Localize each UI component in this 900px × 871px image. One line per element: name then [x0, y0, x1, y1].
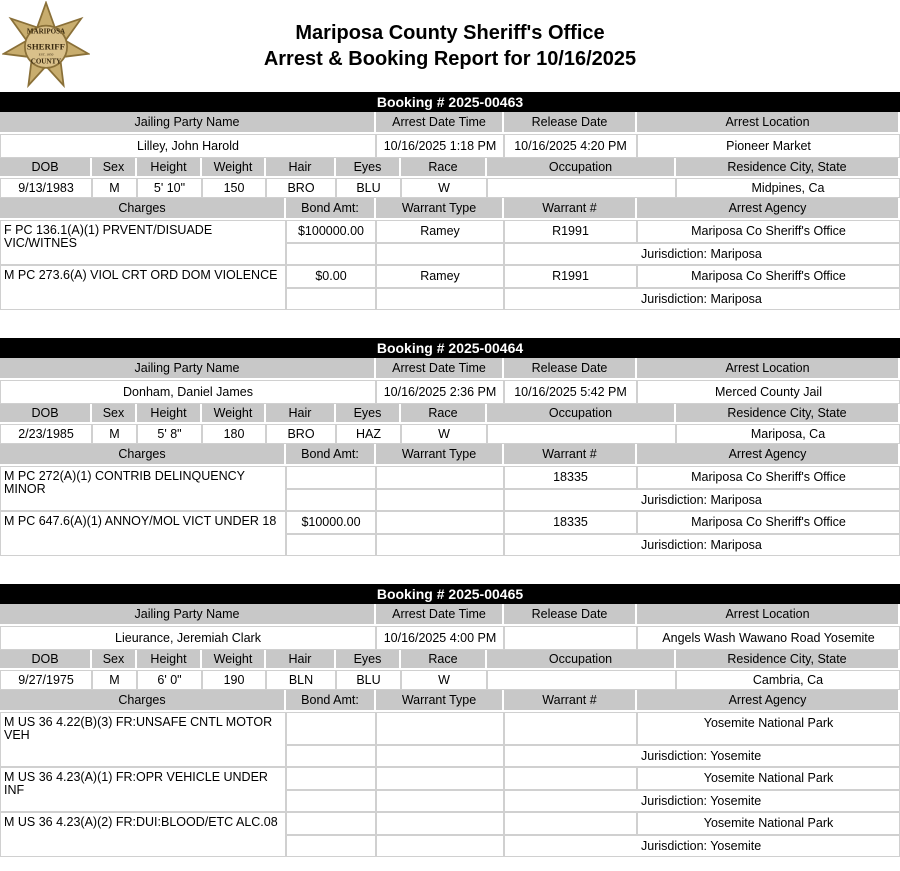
release-date: 10/16/2025 5:42 PM: [504, 380, 637, 404]
height-value: 6' 0": [137, 670, 202, 690]
height-label: Height: [137, 650, 202, 670]
warrant-number: R1991: [504, 220, 637, 243]
warrant-number: [504, 812, 637, 835]
warrant-type-blank: [376, 745, 504, 767]
arrest-agency-label: Arrest Agency: [637, 198, 900, 220]
charge-description: M US 36 4.22(B)(3) FR:UNSAFE CNTL MOTOR VEH: [0, 712, 286, 767]
race-value: W: [401, 424, 487, 444]
jailing-party-name: Donham, Daniel James: [0, 380, 376, 404]
arrest-datetime-label: Arrest Date Time: [376, 358, 504, 380]
bond-amount: [286, 812, 376, 835]
charge-description: M PC 647.6(A)(1) ANNOY/MOL VICT UNDER 18: [0, 511, 286, 556]
sex-value: M: [92, 424, 137, 444]
jurisdiction: Jurisdiction: Mariposa: [504, 534, 900, 556]
weight-label: Weight: [202, 650, 266, 670]
release-date: [504, 626, 637, 650]
warrant-number-label: Warrant #: [504, 690, 637, 712]
warrant-type: Ramey: [376, 265, 504, 288]
charge-row: [0, 265, 900, 310]
release-date-label: Release Date: [504, 358, 637, 380]
bond-amount: [286, 712, 376, 745]
hair-label: Hair: [266, 158, 336, 178]
booking-heading: Booking # 2025-00463: [0, 92, 900, 112]
arrest-agency: Mariposa Co Sheriff's Office: [637, 466, 900, 489]
jailing-party-label: Jailing Party Name: [0, 604, 376, 626]
warrant-type: Ramey: [376, 220, 504, 243]
arrest-agency: Yosemite National Park: [637, 712, 900, 745]
charges-label: Charges: [0, 444, 286, 466]
arrest-agency: Mariposa Co Sheriff's Office: [637, 220, 900, 243]
warrant-number-label: Warrant #: [504, 198, 637, 220]
arrest-datetime: 10/16/2025 4:00 PM: [376, 626, 504, 650]
svg-text:SHERIFF: SHERIFF: [26, 41, 66, 52]
charges-label-row: [0, 690, 900, 712]
booking-heading: Booking # 2025-00464: [0, 338, 900, 358]
charge-row: [0, 466, 900, 511]
sex-value: M: [92, 178, 137, 198]
warrant-type: [376, 812, 504, 835]
arrest-datetime-label: Arrest Date Time: [376, 112, 504, 134]
warrant-type: [376, 466, 504, 489]
jailing-party-name: Lilley, John Harold: [0, 134, 376, 158]
bond-blank: [286, 745, 376, 767]
warrant-type-blank: [376, 243, 504, 265]
occupation-value: [487, 424, 676, 444]
arrest-location: Merced County Jail: [637, 380, 900, 404]
person-label-row: [0, 112, 900, 134]
report-header: [0, 0, 900, 92]
height-value: 5' 10": [137, 178, 202, 198]
jurisdiction: Jurisdiction: Mariposa: [504, 288, 900, 310]
warrant-type-label: Warrant Type: [376, 690, 504, 712]
sex-value: M: [92, 670, 137, 690]
charge-row: [0, 812, 900, 857]
bond-blank: [286, 288, 376, 310]
report-subtitle: Arrest & Booking Report for 10/16/2025: [263, 48, 637, 70]
bond-blank: [286, 534, 376, 556]
sex-label: Sex: [92, 404, 137, 424]
arrest-agency: Yosemite National Park: [637, 767, 900, 790]
bond-label: Bond Amt:: [286, 690, 376, 712]
weight-label: Weight: [202, 158, 266, 178]
weight-value: 180: [202, 424, 266, 444]
arrest-agency: Mariposa Co Sheriff's Office: [637, 511, 900, 534]
eyes-value: BLU: [336, 178, 401, 198]
arrest-location: Pioneer Market: [637, 134, 900, 158]
bond-amount: $10000.00: [286, 511, 376, 534]
hair-label: Hair: [266, 404, 336, 424]
svg-text:MARIPOSA: MARIPOSA: [26, 27, 66, 36]
charge-row: [0, 767, 900, 812]
charges-label-row: [0, 444, 900, 466]
occupation-label: Occupation: [487, 404, 676, 424]
jailing-party-name: Lieurance, Jeremiah Clark: [0, 626, 376, 650]
warrant-type-label: Warrant Type: [376, 198, 504, 220]
warrant-type: [376, 767, 504, 790]
release-date: 10/16/2025 4:20 PM: [504, 134, 637, 158]
svg-text:EST. 1850: EST. 1850: [38, 52, 54, 57]
warrant-number: [504, 767, 637, 790]
weight-value: 190: [202, 670, 266, 690]
description-label-row: [0, 404, 900, 424]
arrest-agency: Yosemite National Park: [637, 812, 900, 835]
warrant-type: [376, 712, 504, 745]
residence-value: Mariposa, Ca: [676, 424, 900, 444]
dob-value: 9/13/1983: [0, 178, 92, 198]
jurisdiction: Jurisdiction: Yosemite: [504, 835, 900, 857]
hair-value: BLN: [266, 670, 336, 690]
arrest-agency-label: Arrest Agency: [637, 444, 900, 466]
jailing-party-label: Jailing Party Name: [0, 358, 376, 380]
dob-value: 2/23/1985: [0, 424, 92, 444]
residence-label: Residence City, State: [676, 650, 900, 670]
person-value-row: [0, 380, 900, 404]
warrant-type: [376, 511, 504, 534]
jurisdiction: Jurisdiction: Yosemite: [504, 790, 900, 812]
height-value: 5' 8": [137, 424, 202, 444]
warrant-type-blank: [376, 534, 504, 556]
warrant-type-label: Warrant Type: [376, 444, 504, 466]
occupation-value: [487, 670, 676, 690]
dob-label: DOB: [0, 650, 92, 670]
warrant-type-blank: [376, 288, 504, 310]
charges-label-row: [0, 198, 900, 220]
arrest-datetime: 10/16/2025 2:36 PM: [376, 380, 504, 404]
eyes-label: Eyes: [336, 650, 401, 670]
sex-label: Sex: [92, 158, 137, 178]
jurisdiction: Jurisdiction: Mariposa: [504, 243, 900, 265]
bond-amount: [286, 767, 376, 790]
warrant-type-blank: [376, 790, 504, 812]
height-label: Height: [137, 404, 202, 424]
charges-label: Charges: [0, 690, 286, 712]
warrant-number-label: Warrant #: [504, 444, 637, 466]
description-value-row: [0, 670, 900, 690]
bond-label: Bond Amt:: [286, 444, 376, 466]
arrest-agency: Mariposa Co Sheriff's Office: [637, 265, 900, 288]
eyes-value: BLU: [336, 670, 401, 690]
warrant-number: 18335: [504, 466, 637, 489]
person-value-row: [0, 134, 900, 158]
arrest-location: Angels Wash Wawano Road Yosemite: [637, 626, 900, 650]
warrant-number: [504, 712, 637, 745]
bond-amount: [286, 466, 376, 489]
warrant-type-blank: [376, 835, 504, 857]
warrant-number: 18335: [504, 511, 637, 534]
booking-heading: Booking # 2025-00465: [0, 584, 900, 604]
bond-amount: $100000.00: [286, 220, 376, 243]
release-date-label: Release Date: [504, 112, 637, 134]
booking-block: [0, 92, 900, 310]
residence-label: Residence City, State: [676, 158, 900, 178]
hair-value: BRO: [266, 424, 336, 444]
arrest-location-label: Arrest Location: [637, 358, 900, 380]
description-value-row: [0, 424, 900, 444]
report-title: Mariposa County Sheriff's Office: [295, 22, 605, 44]
description-label-row: [0, 158, 900, 178]
booking-block: [0, 338, 900, 556]
warrant-type-blank: [376, 489, 504, 511]
charge-description: M PC 273.6(A) VIOL CRT ORD DOM VIOLENCE: [0, 265, 286, 310]
arrest-datetime: 10/16/2025 1:18 PM: [376, 134, 504, 158]
charge-row: [0, 712, 900, 767]
height-label: Height: [137, 158, 202, 178]
weight-label: Weight: [202, 404, 266, 424]
booking-block: [0, 584, 900, 857]
jailing-party-label: Jailing Party Name: [0, 112, 376, 134]
race-value: W: [401, 178, 487, 198]
arrest-agency-label: Arrest Agency: [637, 690, 900, 712]
occupation-label: Occupation: [487, 650, 676, 670]
weight-value: 150: [202, 178, 266, 198]
bond-amount: $0.00: [286, 265, 376, 288]
warrant-number: R1991: [504, 265, 637, 288]
eyes-label: Eyes: [336, 158, 401, 178]
residence-value: Cambria, Ca: [676, 670, 900, 690]
description-value-row: [0, 178, 900, 198]
eyes-value: HAZ: [336, 424, 401, 444]
jurisdiction: Jurisdiction: Yosemite: [504, 745, 900, 767]
person-label-row: [0, 358, 900, 380]
description-label-row: [0, 650, 900, 670]
bond-blank: [286, 790, 376, 812]
race-label: Race: [401, 404, 487, 424]
charge-row: [0, 220, 900, 265]
race-value: W: [401, 670, 487, 690]
bond-label: Bond Amt:: [286, 198, 376, 220]
sheriff-badge-icon: [2, 1, 90, 89]
arrest-location-label: Arrest Location: [637, 604, 900, 626]
occupation-value: [487, 178, 676, 198]
svg-text:COUNTY: COUNTY: [30, 57, 62, 66]
eyes-label: Eyes: [336, 404, 401, 424]
bond-blank: [286, 489, 376, 511]
charge-description: F PC 136.1(A)(1) PRVENT/DISUADE VIC/WITNES: [0, 220, 286, 265]
sex-label: Sex: [92, 650, 137, 670]
charge-row: [0, 511, 900, 556]
residence-label: Residence City, State: [676, 404, 900, 424]
arrest-location-label: Arrest Location: [637, 112, 900, 134]
dob-label: DOB: [0, 404, 92, 424]
residence-value: Midpines, Ca: [676, 178, 900, 198]
dob-value: 9/27/1975: [0, 670, 92, 690]
charges-label: Charges: [0, 198, 286, 220]
person-label-row: [0, 604, 900, 626]
occupation-label: Occupation: [487, 158, 676, 178]
person-value-row: [0, 626, 900, 650]
hair-label: Hair: [266, 650, 336, 670]
arrest-datetime-label: Arrest Date Time: [376, 604, 504, 626]
charge-description: M US 36 4.23(A)(2) FR:DUI:BLOOD/ETC ALC.08: [0, 812, 286, 857]
release-date-label: Release Date: [504, 604, 637, 626]
charge-description: M US 36 4.23(A)(1) FR:OPR VEHICLE UNDER INF: [0, 767, 286, 812]
bond-blank: [286, 243, 376, 265]
bond-blank: [286, 835, 376, 857]
race-label: Race: [401, 650, 487, 670]
charge-description: M PC 272(A)(1) CONTRIB DELINQUENCY MINOR: [0, 466, 286, 511]
hair-value: BRO: [266, 178, 336, 198]
dob-label: DOB: [0, 158, 92, 178]
race-label: Race: [401, 158, 487, 178]
jurisdiction: Jurisdiction: Mariposa: [504, 489, 900, 511]
